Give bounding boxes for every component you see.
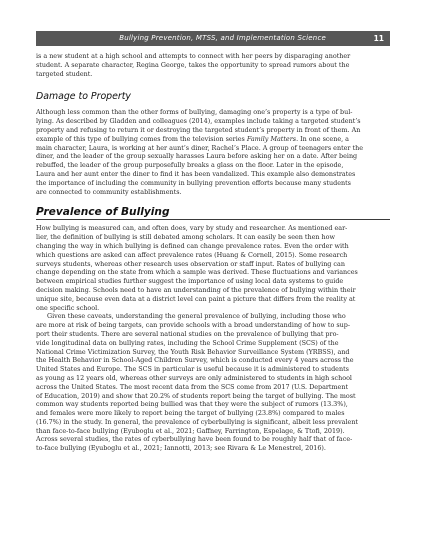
text-segment: example of this type of bullying comes from the television series [36, 134, 247, 143]
text-line: Laura and her aunt enter the diner to find it has been vandalized. This example also demonstrates [36, 169, 356, 178]
running-head-title: Bullying Prevention, MTSS, and Implementation Science [119, 34, 326, 42]
intro-paragraph [36, 52, 390, 78]
text-line: across the United States. The most recent data from the SCS come from 2017 (U.S. Department [36, 382, 349, 391]
text-line: the importance of including the community in bullying prevention efforts because many students [36, 178, 351, 187]
text-line: United States and Europe. The SCS in particular is useful because it is administered to students [36, 365, 349, 374]
text-line: changing the way in which bullying is defined can change prevalence rates. Even the order with [36, 241, 349, 250]
text-line: than face-to-face bullying (Eyuboglu et al., 2021; Gaffney, Farrington, Espelage, & Ttofi, 2019). [36, 426, 345, 435]
text-line: How bullying is measured can, and often does, vary by study and researcher. As mentioned ear- [36, 224, 348, 233]
damage-to-property-paragraph [36, 108, 390, 196]
section-heading-damage-to-property: Damage to Property [36, 91, 131, 103]
text-line: diner, and the leader of the group sexually harasses Laura before asking her on a date. After being [36, 152, 358, 161]
text-line: which questions are asked can affect prevalence rates (Huang & Cornell, 2015). Some research [36, 250, 348, 259]
text-line: of Education, 2019) and show that 20.2% of students report being the target of bullying. The most [36, 391, 356, 400]
text-line: vide longitudinal data on bullying rates, including the School Crime Supplement (SCS) of the [36, 338, 339, 347]
text-line: the Health Behavior in School-Aged Children Survey, which is conducted every 4 years across the [36, 356, 354, 365]
text-line: change depending on the state from which a sample was derived. These fluctuations and variances [36, 268, 358, 277]
prevalence-paragraph-1 [36, 224, 390, 312]
tv-series-title: Family Matters [246, 134, 297, 143]
text-line: is a new student at a high school and attempts to connect with her peers by disparaging another [36, 52, 351, 60]
text-line: National Crime Victimization Survey, the Youth Risk Behavior Surveillance System (YRBSS), and [36, 347, 350, 356]
text-line: to-face bullying (Eyuboglu et al., 2021; Iannotti, 2013; see Rivara & Le Menestrel, 2016). [36, 444, 326, 453]
text-line: surveys students, whereas other research uses observation or staff input. Rates of bullying can [36, 259, 345, 268]
text-line: Although less common than the other forms of bullying, damaging one’s property is a type of bul- [36, 108, 353, 117]
text-line: common way students reported being bullied was that they were the subject of rumors (13.3%), [36, 400, 348, 409]
page-body [36, 52, 390, 453]
text-line: student. A separate character, Regina George, takes the opportunity to spread rumors about the [36, 60, 350, 69]
text-line: Across several studies, the rates of cyberbullying have been found to be roughly half that of face- [36, 435, 353, 444]
text-line: lier, the definition of bullying is still debated among scholars. It can easily be seen then how [36, 233, 335, 242]
text-line: as young as 12 years old, whereas other surveys are only administered to students in high school [36, 373, 352, 382]
page-number: 11 [373, 34, 384, 43]
text-segment: . In one scene, a [296, 134, 349, 143]
section-heading-prevalence-of-bullying: Prevalence of Bullying [36, 206, 170, 219]
text-line: and females were more likely to report being the target of bullying (23.8%) compared to males [36, 409, 345, 418]
text-line: port their students. There are several national studies on the prevalence of bullying that pro- [36, 329, 339, 338]
text-line: are more at risk of being targets, can provide schools with a broad understanding of how to sup- [36, 321, 350, 330]
text-line: lying. As described by Gladden and colleagues (2014), examples include taking a targeted student’s [36, 117, 361, 126]
text-line: targeted student. [36, 69, 93, 78]
text-line: one specific school. [36, 303, 100, 312]
text-line: Given these caveats, understanding the general prevalence of bullying, including those who [47, 312, 346, 321]
text-line: unique site, because even data at a district level can paint a picture that differs from the reality at [36, 294, 356, 303]
text-line [36, 135, 390, 144]
text-line: are connected to community establishments. [36, 187, 182, 196]
text-line: (16.7%) in the study. In general, the prevalence of cyberbullying is significant, albeit less prevalent [36, 417, 358, 426]
text-line: rebuffed, the leader of the group purposefully breaks a glass on the floor. Later in the episode, [36, 161, 344, 170]
prevalence-paragraph-2 [36, 312, 390, 453]
text-line: property and refusing to return it or destroying the targeted student’s property in front of them. An [36, 125, 361, 134]
text-line: decision making. Schools need to have an understanding of the prevalence of bullying within their [36, 285, 356, 294]
text-line: main character, Laura, is working at her aunt’s diner, Rachel’s Place. A group of teenagers enter the [36, 143, 363, 152]
text-line: between empirical studies further suggest the importance of using local data systems to guide [36, 277, 344, 286]
